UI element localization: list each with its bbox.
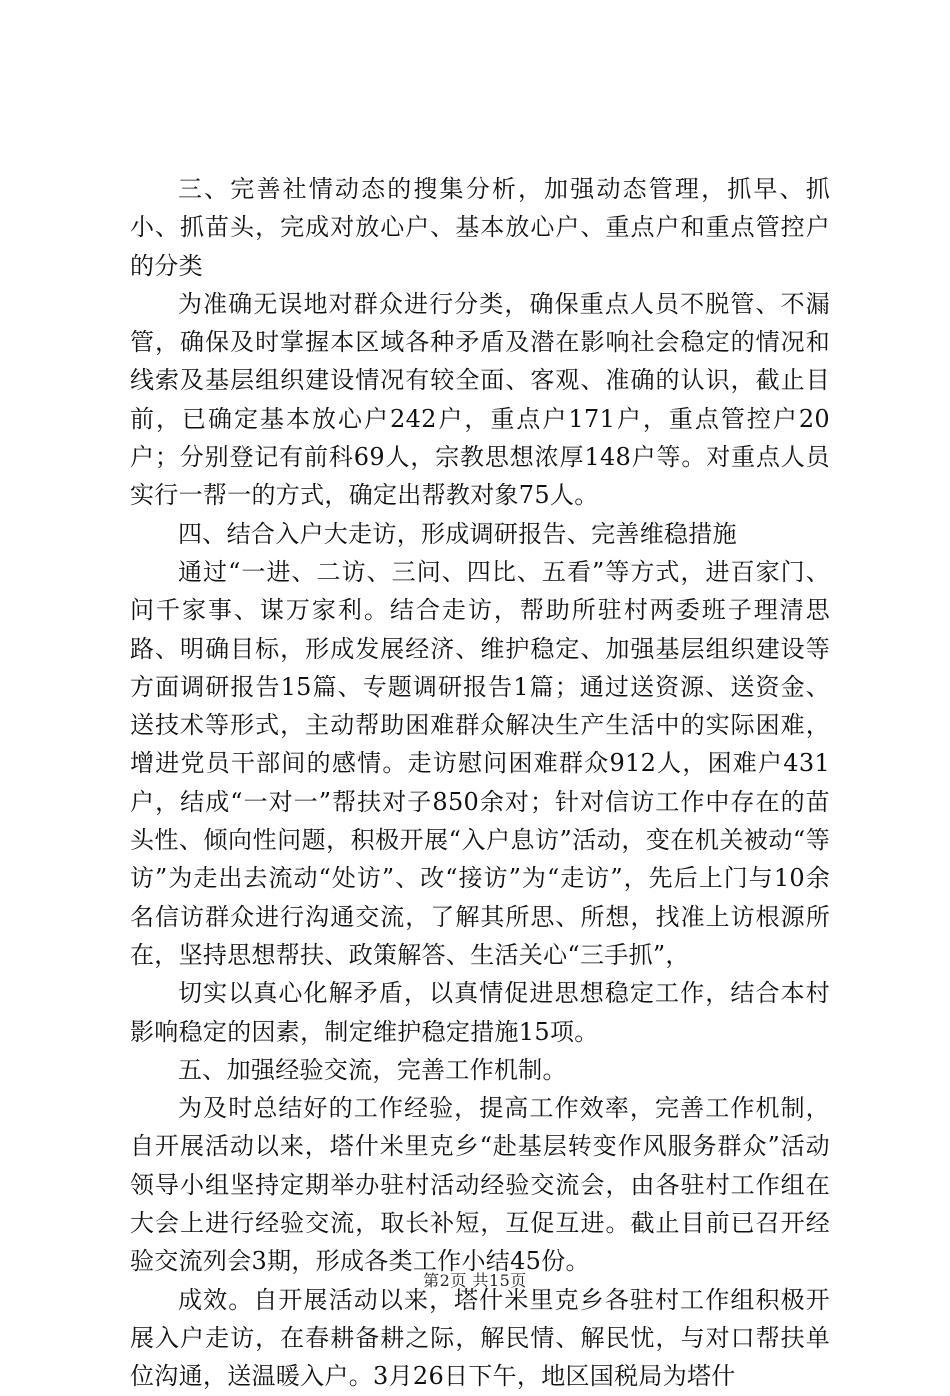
paragraph-stability-measures: 切实以真心化解矛盾，以真情促进思想稳定工作，结合本村影响稳定的因素，制定维护稳定措施15项。 (130, 979, 830, 1046)
document-body (130, 170, 830, 1396)
heading-section-3: 三、完善社情动态的搜集分析，加强动态管理，抓早、抓小、抓苗头，完成对放心户、基本放心户、重点户和重点管控户的分类 (130, 175, 830, 280)
heading-section-5: 五、加强经验交流，完善工作机制。 (178, 1055, 567, 1084)
paragraph-experience-exchange: 为及时总结好的工作经验，提高工作效率，完善工作机制，自开展活动以来，塔什米里克乡“赴基层转变作风服务群众”活动领导小组坚持定期举办驻村活动经验交流会，由各驻村工作组在大会上进行经验交流，取长补短，互促互进。截止目前已召开经验交流列会3期，形成各类工作小结45份。 (130, 1094, 830, 1276)
page-footer: 第2页 共15页 (423, 1271, 527, 1290)
paragraph-household-visits: 通过“一进、二访、三问、四比、五看”等方式，进百家门、问千家事、谋万家利。结合走访，帮助所驻村两委班子理清思路、明确目标，形成发展经济、维护稳定、加强基层组织建设等方面调研报告15篇、专题调研报告1篇；通过送资源、送资金、送技术等形式，主动帮助困难群众解决生产生活中的实际困难，增进党员干部间的感情。走访慰问困难群众912人，困难户431户，结成“一对一”帮扶对子850余对；针对信访工作中存在的苗头性、倾向性问题，积极开展“入户息访”活动，变在机关被动“等访”为走出去流动“处访”、改“接访”为“走访”，先后上门与10余名信访群众进行沟通交流，了解其所思、所想，找准上访根源所在，坚持思想帮扶、政策解答、生活关心“三手抓”， (130, 557, 830, 969)
heading-section-4: 四、结合入户大走访，形成调研报告、完善维稳措施 (178, 519, 737, 548)
paragraph-results: 成效。自开展活动以来，塔什米里克乡各驻村工作组积极开展入户走访，在春耕备耕之际，解民情、解民忧，与对口帮扶单位沟通，送温暖入户。3月26日下午，地区国税局为塔什 (130, 1285, 830, 1391)
paragraph-classification: 为准确无误地对群众进行分类，确保重点人员不脱管、不漏管，确保及时掌握本区域各种矛盾及潜在影响社会稳定的情况和线索及基层组织建设情况有较全面、客观、准确的认识，截止目前，已确定基本放心户242户，重点户171户，重点管控户20户；分别登记有前科69人，宗教思想浓厚148户等。对重点人员实行一帮一的方式，确定出帮教对象75人。 (130, 289, 830, 510)
